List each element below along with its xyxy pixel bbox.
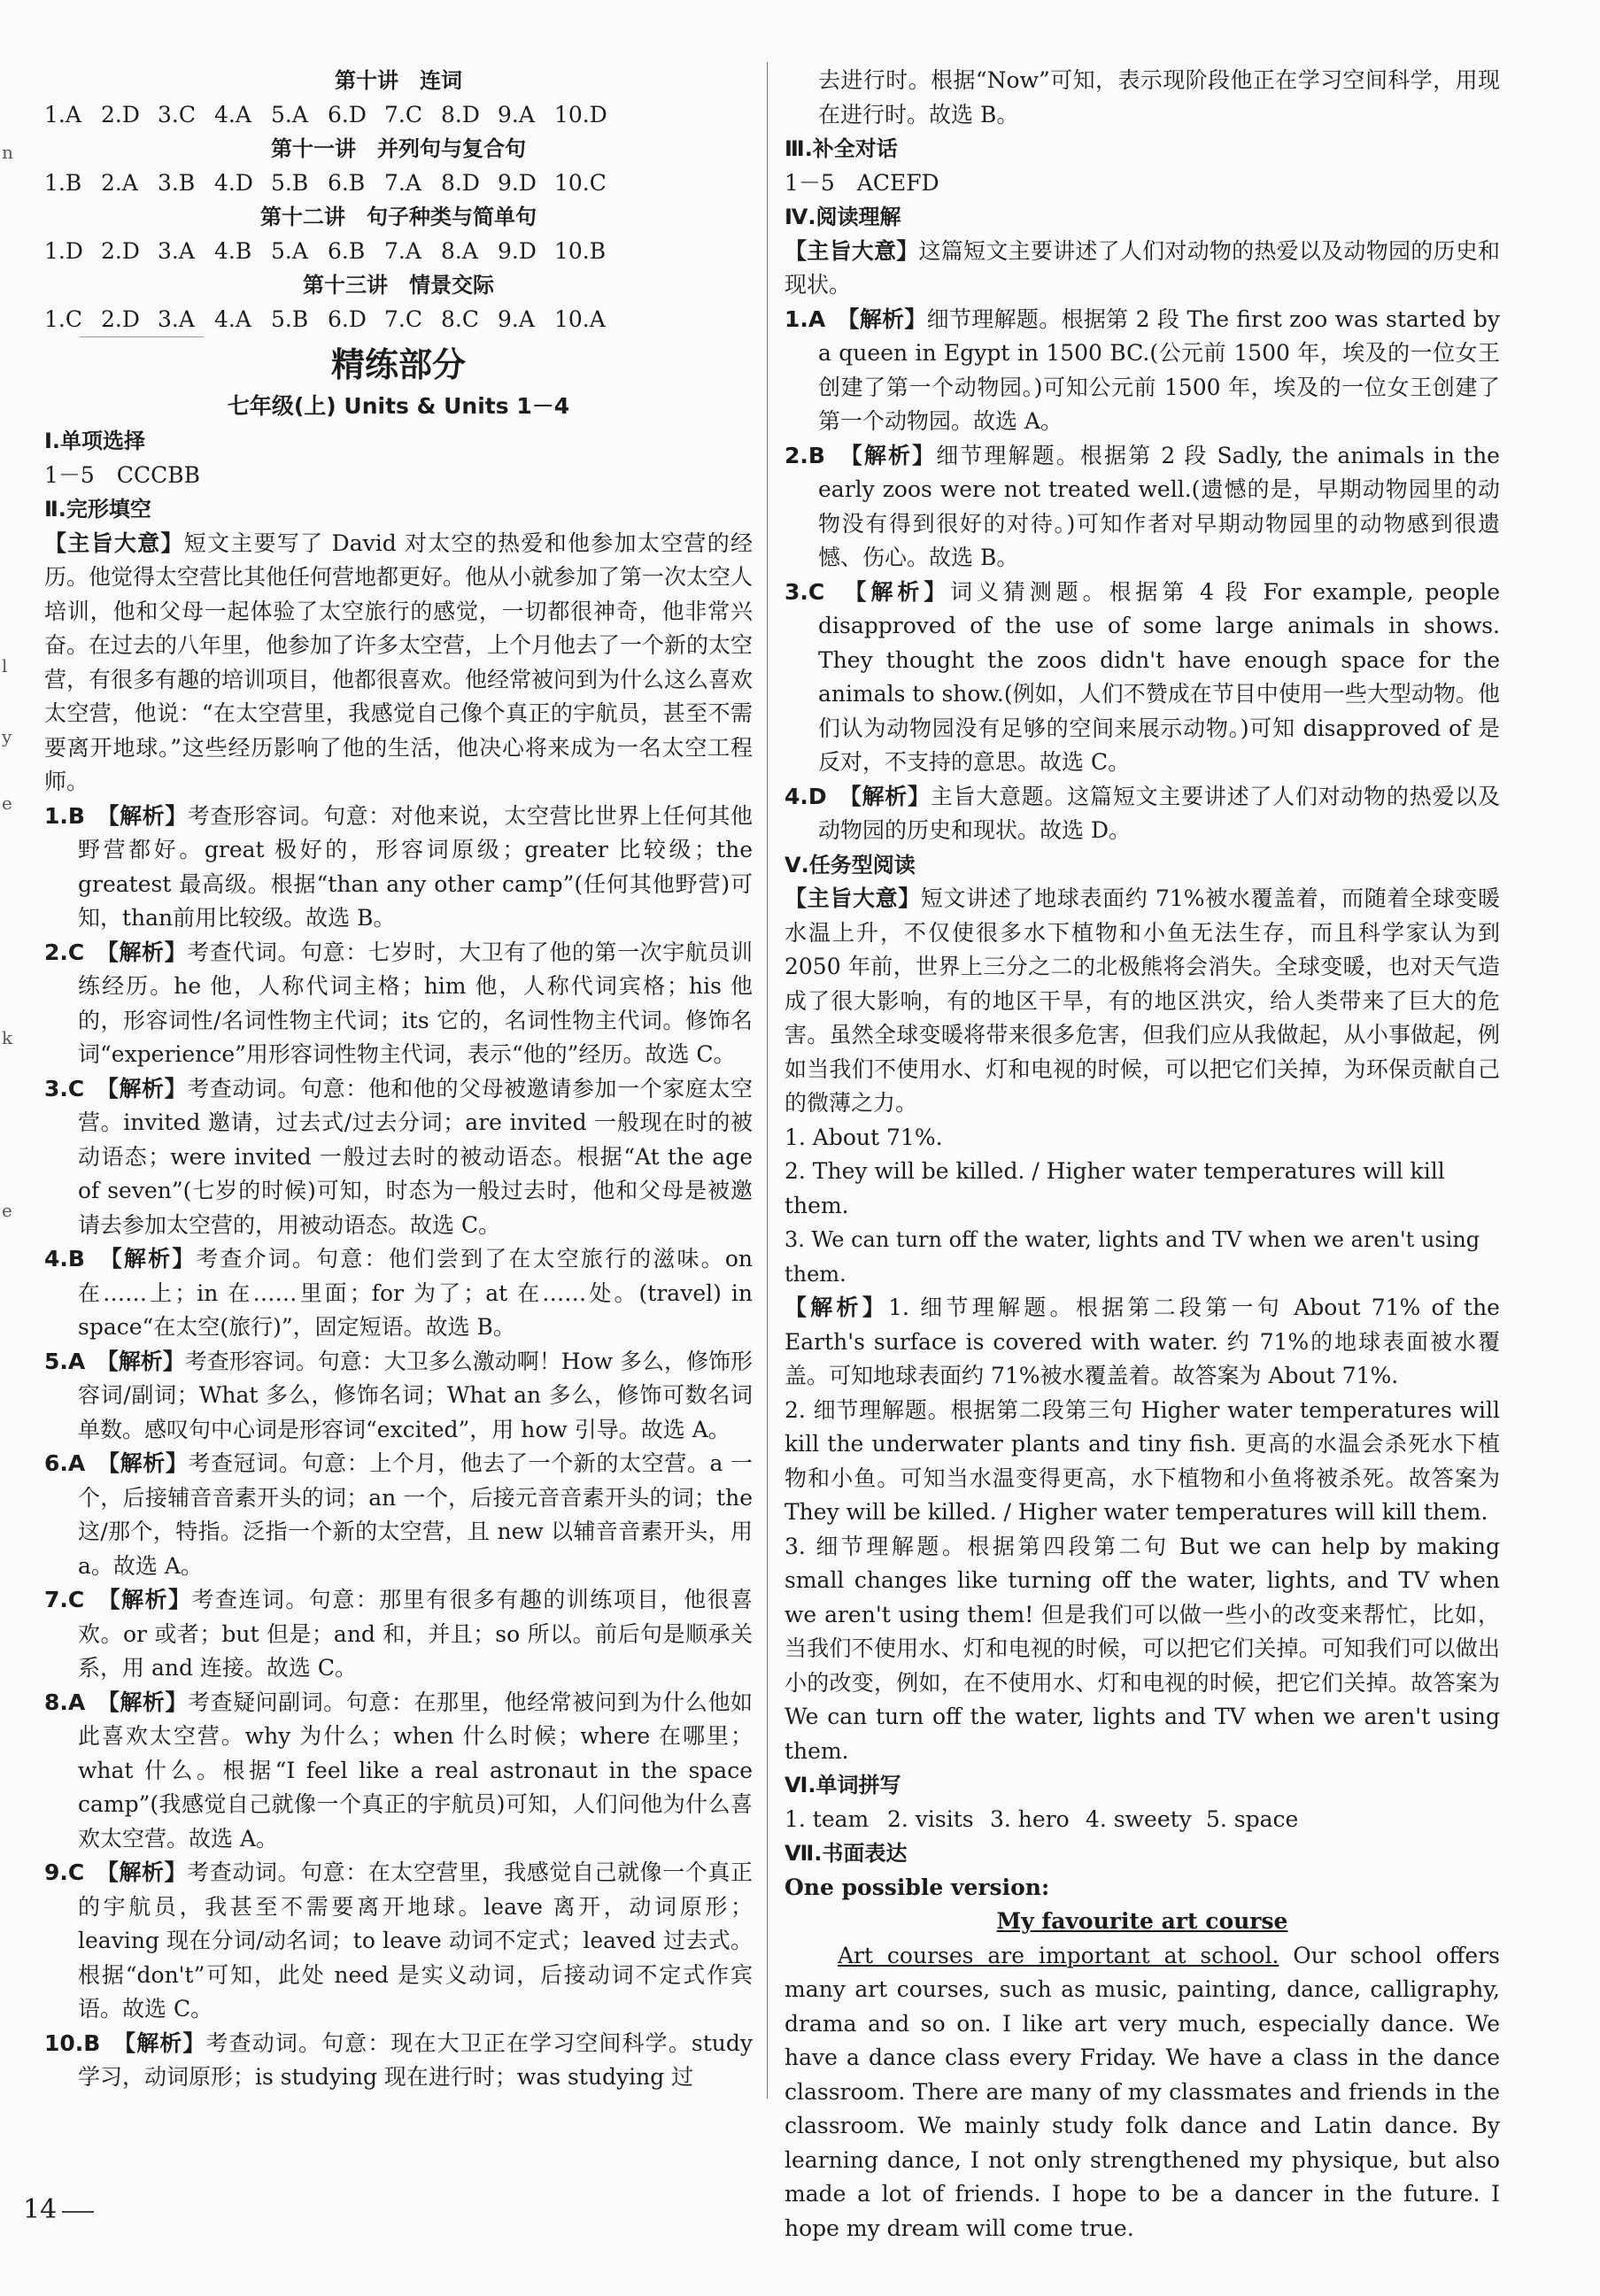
answer: 1.D bbox=[44, 237, 83, 264]
analysis-tag: 【解析】 bbox=[109, 1587, 192, 1612]
section-heading-4: Ⅳ.阅读理解 bbox=[785, 205, 901, 229]
page-number-dash bbox=[62, 2211, 94, 2213]
essay-body bbox=[785, 1939, 1500, 2246]
item-number: 6.A bbox=[44, 1450, 86, 1476]
item-text: 词义猜测题。根据第 4 段 For example, people disapproved of the use of some large animals in shows. They thought the zoos didn't have enough space for the animals to show.(例如，人们不赞成在节目中使用一些大型动物。他们认为动物园没有足够的空间来展示动物。)可知 disapproved of 是反对，不支持的意思。故选 C。 bbox=[818, 578, 1500, 775]
spelling-answer: 4. sweety bbox=[1086, 1805, 1192, 1832]
task-analysis: 3. 细节理解题。根据第四段第二句 But we can help by making small changes like turning off the water, lights, and TV when we aren't using them! 但是我们可以做一些小的改变来帮忙，比如，当我们不使用水、灯和电视的时候，可以把它们关掉。可知我们可以做出小的改变，例如，在不使用水、灯和电视的时候，把它们关掉。故答案为 We can turn off the water, lights and TV when we aren't using them. bbox=[785, 1533, 1500, 1764]
main-idea-tag: 【主旨大意】 bbox=[785, 885, 921, 911]
analysis-text: 1. 细节理解题。根据第二段第一句 About 71% of the Earth's surface is covered with water. 约 71%的地球表面被水覆盖。可知地球表面约 71%被水覆盖着。故答案为 About 71%. bbox=[785, 1295, 1500, 1388]
item-number: 3.C bbox=[44, 1075, 85, 1102]
item-text: 考查冠词。句意：上个月，他去了一个新的太空营。a 一个，后接辅音音素开头的词；an 一个，后接元音音素开头的词；the 这/那个，特指。泛指一个新的太空营，且 new 以辅音音素开头，用 a。故选 A。 bbox=[78, 1450, 753, 1579]
margin-mark: k bbox=[2, 1027, 13, 1048]
item-text: 考查代词。句意：七岁时，大卫有了他的第一次宇航员训练经历。he 他，人称代词主格；him 他，人称代词宾格；his 他的，形容词性/名词性物主代词；its 它的，名词性物主代词。修饰名词“experience”用形容词性物主代词，表示“他的”经历。故选 C。 bbox=[78, 939, 753, 1067]
answer: 1.C bbox=[44, 305, 82, 332]
item-number: 4.D bbox=[785, 783, 827, 809]
column-divider bbox=[767, 62, 768, 2099]
task-answer: 1. About 71%. bbox=[785, 1124, 943, 1150]
task-analysis bbox=[785, 1291, 1500, 1394]
item-text: 考查形容词。句意：大卫多么激动啊！How 多么，修饰形容词/副词；What 多么，修饰名词；What an 多么，修饰可数名词单数。感叹句中心词是形容词“excited”，用 how 引导。故选 A。 bbox=[78, 1348, 753, 1442]
main-idea bbox=[785, 235, 1500, 303]
task-answer: 2. They will be killed. / Higher water temperatures will kill them. bbox=[785, 1158, 1445, 1218]
answer: 5.B bbox=[271, 305, 309, 332]
main-idea bbox=[44, 527, 753, 800]
answer: 8.C bbox=[441, 305, 479, 332]
spelling-answers bbox=[785, 1803, 1500, 1837]
item-text: 主旨大意题。这篇短文主要讲述了人们对动物的热爱以及动物园的历史和现状。故选 D。 bbox=[818, 783, 1500, 843]
answer-row bbox=[44, 166, 753, 201]
explanation-item bbox=[44, 1072, 753, 1243]
section-heading-1: Ⅰ.单项选择 bbox=[44, 429, 146, 453]
item-number: 2.C bbox=[44, 939, 85, 965]
answer: 1.A bbox=[44, 101, 81, 128]
main-idea-text: 这篇短文主要讲述了人们对动物的热爱以及动物园的历史和现状。 bbox=[785, 237, 1500, 298]
analysis-tag: 【解析】 bbox=[851, 442, 937, 468]
analysis-tag: 【解析】 bbox=[107, 939, 188, 965]
answer: 5.A bbox=[271, 101, 308, 128]
sample-label: One possible version: bbox=[785, 1874, 1050, 1900]
explanation-item bbox=[785, 780, 1500, 848]
essay-title: My favourite art course bbox=[996, 1908, 1288, 1934]
item-number: 1.A bbox=[785, 305, 826, 332]
answer: 4.D bbox=[214, 169, 253, 196]
analysis-tag: 【解析】 bbox=[107, 1859, 188, 1885]
answer: 6.B bbox=[328, 237, 366, 264]
answer: 9.D bbox=[498, 237, 537, 264]
item-number: 10.B bbox=[44, 2029, 101, 2056]
item-number: 8.A bbox=[44, 1689, 86, 1715]
lecture-title: 第十一讲 并列句与复合句 bbox=[271, 136, 526, 161]
item-text: 细节理解题。根据第 2 段 The first zoo was started by a queen in Egypt in 1500 BC.(公元前 1500 年，埃及的一位女王创建了第一个动物园。)可知公元前 1500 年，埃及的一位女王创建了第一个动物园。故选 A。 bbox=[818, 305, 1500, 434]
explanation-item bbox=[44, 2027, 753, 2095]
answer: 8.A bbox=[441, 237, 478, 264]
analysis-tag: 【解析】 bbox=[111, 1246, 197, 1272]
spelling-answer: 5. space bbox=[1206, 1805, 1299, 1832]
answer-key-lecture-10 bbox=[44, 64, 753, 132]
margin-mark: y bbox=[2, 726, 12, 747]
analysis-tag: 【解析】 bbox=[108, 1450, 189, 1476]
answer: 8.D bbox=[441, 169, 480, 196]
answer-row bbox=[44, 98, 753, 133]
essay-topic-sentence: Art courses are important at school. bbox=[838, 1942, 1279, 1968]
main-idea-text: 短文主要写了 David 对太空的热爱和他参加太空营的经历。他觉得太空营比其他任何营地都更好。他从小就参加了第一次太空人培训，他和父母一起体验了太空旅行的感觉，一切都很神奇，他非常兴奋。在过去的八年里，他参加了许多太空营，上个月他去了一个新的太空营，有很多有趣的培训项目，他都很喜欢。他经常被问到为什么这么喜欢太空营，他说：“在太空营里，我感觉自己像个真正的宇航员，甚至不需要离开地球。”这些经历影响了他的生活，他决心将来成为一名太空工程师。 bbox=[44, 530, 754, 794]
spelling-answer: 3. hero bbox=[990, 1805, 1070, 1832]
analysis-tag: 【解析】 bbox=[108, 1689, 189, 1715]
analysis-tag: 【解析】 bbox=[850, 783, 931, 809]
right-column bbox=[785, 64, 1500, 2246]
item-text: 考查动词。句意：现在大卫正在学习空间科学。study 学习，动词原形；is studying 现在进行时；was studying 过 bbox=[78, 2029, 753, 2090]
analysis-tag: 【解析】 bbox=[855, 578, 951, 605]
analysis-tag: 【解析】 bbox=[108, 802, 188, 829]
task-analysis: 2. 细节理解题。根据第二段第三句 Higher water temperatures will kill the underwater plants and tiny fish. 更高的水温会杀死水下植物和小鱼。可知当水温变得更高，水下植物和小鱼将被杀死。故答案为 They will be killed. / Higher water temperatures will kill them. bbox=[785, 1396, 1500, 1525]
answer: 3.A bbox=[158, 305, 195, 332]
answer: 10.B bbox=[554, 237, 607, 264]
answer: 7.C bbox=[384, 101, 422, 128]
explanation-item bbox=[44, 1345, 753, 1448]
explanation-item bbox=[785, 576, 1500, 780]
item-text: 考查形容词。句意：对他来说，太空营比世界上任何其他野营都好。great 极好的，形容词原级；greater 比较级；the greatest 最高级。根据“than any other camp”(任何其他野营)可知，than前用比较级。故选 B。 bbox=[78, 802, 753, 931]
section-heading-7: Ⅶ.书面表达 bbox=[785, 1841, 908, 1866]
answer-row bbox=[44, 303, 753, 337]
explanation-item bbox=[785, 439, 1500, 576]
answer: 4.A bbox=[214, 305, 251, 332]
item-number: 4.B bbox=[44, 1246, 85, 1272]
answer: 7.A bbox=[384, 169, 421, 196]
item-number: 9.C bbox=[44, 1859, 85, 1885]
analysis-tag: 【解析】 bbox=[107, 1348, 185, 1374]
answer: 10.D bbox=[554, 101, 607, 128]
answer: 6.D bbox=[328, 305, 367, 332]
answer: 8.D bbox=[441, 101, 480, 128]
answer: 9.D bbox=[498, 169, 537, 196]
answer: 1.B bbox=[44, 169, 82, 196]
margin-mark: l bbox=[2, 655, 8, 676]
explanation-item bbox=[44, 1856, 753, 2027]
item-number: 5.A bbox=[44, 1348, 86, 1374]
main-idea-tag: 【主旨大意】 bbox=[785, 237, 919, 264]
answer: 10.A bbox=[554, 305, 606, 332]
section-answer-1: 1－5 CCCBB bbox=[44, 461, 200, 488]
answer: 3.B bbox=[158, 169, 196, 196]
item-number: 2.B bbox=[785, 442, 825, 468]
item-number: 7.C bbox=[44, 1587, 85, 1612]
item-number: 3.C bbox=[785, 578, 825, 605]
section-heading-5: Ⅴ.任务型阅读 bbox=[785, 852, 916, 877]
answer: 2.D bbox=[101, 101, 140, 128]
answer: 10.C bbox=[554, 169, 607, 196]
explanation-item bbox=[785, 303, 1500, 439]
analysis-tag: 【解析】 bbox=[785, 1295, 889, 1320]
section-title: 精练部分 bbox=[330, 345, 466, 384]
spelling-answer: 2. visits bbox=[887, 1805, 974, 1832]
lecture-title: 第十讲 连词 bbox=[335, 68, 462, 93]
answer-key-lecture-12 bbox=[44, 200, 753, 268]
spelling-answer: 1. team bbox=[785, 1805, 870, 1832]
analysis-tag: 【解析】 bbox=[124, 2029, 206, 2056]
item-text: 细节理解题。根据第 2 段 Sadly, the animals in the early zoos were not treated well.(遗憾的是，早期动物园里的动物没有得到很好的对待。)可知作者对早期动物园里的动物感到很遗憾、伤心。故选 B。 bbox=[818, 442, 1500, 570]
lecture-title: 第十三讲 情景交际 bbox=[303, 273, 494, 298]
answer: 6.D bbox=[328, 101, 367, 128]
answer: 4.B bbox=[214, 237, 252, 264]
answer: 6.B bbox=[328, 169, 366, 196]
answer: 3.C bbox=[158, 101, 196, 128]
explanation-item bbox=[44, 1447, 753, 1583]
decorative-rule bbox=[80, 336, 204, 337]
explanation-item bbox=[44, 936, 753, 1072]
answer-key-lecture-11 bbox=[44, 132, 753, 200]
answer: 7.A bbox=[384, 237, 421, 264]
answer: 2.A bbox=[101, 169, 138, 196]
item-text: 考查动词。句意：他和他的父母被邀请参加一个家庭太空营。invited 邀请，过去式/过去分词；are invited 一般现在时的被动语态；were invited 一般过去时的被动语态。根据“At the age of seven”(七岁的时候)可知，时态为一般过去时，他和父母是被邀请去参加太空营的，用被动语态。故选 C。 bbox=[78, 1075, 753, 1238]
answer: 7.C bbox=[384, 305, 422, 332]
answer: 9.A bbox=[498, 305, 535, 332]
essay-text: Our school offers many art courses, such as music, painting, dance, calligraphy, drama and so on. I like art very much, especially dance. We have a dance class every Friday. We have a class in the dance classroom. There are many of my classmates and friends in the classroom. We mainly study folk dance and Latin dance. By learning dance, I not only strengthened my physique, but also made a lot of friends. I hope to be a dancer in the future. I hope my dream will come true. bbox=[785, 1942, 1500, 2241]
margin-mark: e bbox=[2, 792, 12, 814]
answer: 9.A bbox=[498, 101, 535, 128]
answer: 5.A bbox=[271, 237, 308, 264]
section-heading-2: Ⅱ.完形填空 bbox=[44, 497, 151, 522]
margin-mark: e bbox=[2, 1200, 12, 1221]
answer: 2.D bbox=[101, 237, 140, 264]
margin-mark: n bbox=[2, 142, 13, 163]
explanation-item bbox=[44, 1242, 753, 1345]
lecture-title: 第十二讲 句子种类与简单句 bbox=[260, 205, 537, 229]
item-text: 考查介词。句意：他们尝到了在太空旅行的滋味。on 在……上；in 在……里面；for 为了；at 在……处。(travel) in space“在太空(旅行)”，固定短语。故选 B。 bbox=[78, 1246, 753, 1340]
analysis-tag: 【解析】 bbox=[847, 305, 927, 332]
continued-text: 去进行时。根据“Now”可知，表示现阶段他正在学习空间科学，用现在进行时。故选 B。 bbox=[818, 67, 1500, 128]
unit-title: 七年级(上) Units & Units 1－4 bbox=[227, 393, 570, 419]
task-answer: 3. We can turn off the water, lights and TV when we aren't using them. bbox=[785, 1227, 1480, 1287]
page-number: 14 bbox=[23, 2194, 58, 2225]
main-idea bbox=[785, 882, 1500, 1121]
answer-key-lecture-13 bbox=[44, 268, 753, 336]
section-heading-3: Ⅲ.补全对话 bbox=[785, 136, 898, 161]
explanation-item bbox=[44, 1583, 753, 1686]
left-column bbox=[44, 64, 753, 2095]
explanation-item bbox=[44, 1686, 753, 1857]
answer-row bbox=[44, 235, 753, 269]
item-text: 考查疑问副词。句意：在那里，他经常被问到为什么他如此喜欢太空营。why 为什么；when 什么时候；where 在哪里；what 什么。根据“I feel like a real astronaut in the space camp”(我感觉自己就像一个真正的宇航员)可知，人们问他为什么喜欢太空营。故选 A。 bbox=[78, 1689, 753, 1851]
answer: 4.A bbox=[214, 101, 251, 128]
analysis-tag: 【解析】 bbox=[107, 1075, 188, 1102]
item-text: 考查连词。句意：那里有很多有趣的训练项目，他很喜欢。or 或者；but 但是；and 和，并且；so 所以。前后句是顺承关系，用 and 连接。故选 C。 bbox=[78, 1587, 753, 1681]
main-idea-text: 短文讲述了地球表面约 71%被水覆盖着，而随着全球变暖水温上升，不仅使很多水下植物和小鱼无法生存，而且科学家认为到 2050 年前，世界上三分之二的北极熊将会消失。全球变暖，也对天气造成了很大影响，有的地区干旱，有的地区洪灾，给人类带来了巨大的危害。虽然全球变暖将带来很多危害，但我们应从我做起，从小事做起，例如当我们不使用水、灯和电视的时候，可以把它们关掉，为环保贡献自己的微薄之力。 bbox=[785, 885, 1500, 1116]
item-text: 考查动词。句意：在太空营里，我感觉自己就像一个真正的宇航员，我甚至不需要离开地球。leave 离开，动词原形；leaving 现在分词/动名词；to leave 动词不定式；leaved 过去式。根据“don't”可知，此处 need 是实义动词，后接动词不定式作宾语。故选 C。 bbox=[78, 1859, 753, 2022]
answer: 2.D bbox=[101, 305, 140, 332]
section-heading-6: Ⅵ.单词拼写 bbox=[785, 1773, 901, 1797]
answer: 3.A bbox=[158, 237, 195, 264]
section-answer-3: 1－5 ACEFD bbox=[785, 169, 939, 196]
main-idea-tag: 【主旨大意】 bbox=[44, 530, 184, 556]
answer: 5.B bbox=[271, 169, 309, 196]
explanation-item bbox=[44, 800, 753, 936]
item-number: 1.B bbox=[44, 802, 85, 829]
